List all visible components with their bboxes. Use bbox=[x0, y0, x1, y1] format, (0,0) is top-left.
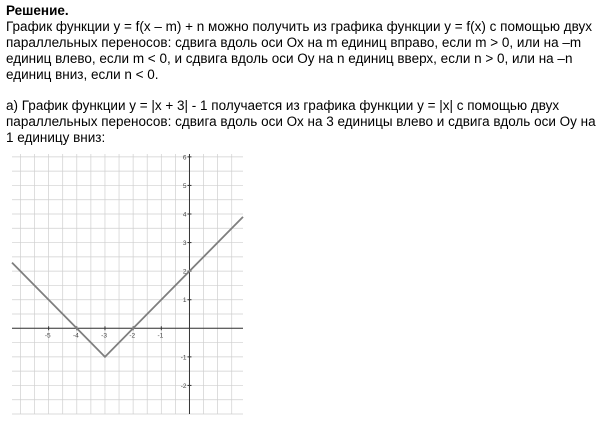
x-tick-label: -4 bbox=[73, 332, 79, 340]
y-tick-label: 2 bbox=[182, 268, 187, 276]
grid-lines bbox=[12, 154, 243, 414]
y-tick-label: -1 bbox=[180, 354, 187, 362]
coordinate-axes bbox=[12, 154, 243, 414]
x-tick-label: -2 bbox=[129, 332, 136, 340]
x-tick-label: -3 bbox=[101, 332, 107, 340]
solution-heading: Решение. bbox=[6, 3, 69, 18]
y-tick-label: 3 bbox=[182, 240, 187, 248]
function-graph bbox=[0, 146, 250, 425]
y-tick-label: 1 bbox=[182, 297, 187, 305]
y-tick-label: 4 bbox=[182, 211, 187, 219]
x-tick-label: -1 bbox=[157, 332, 164, 340]
y-tick-label: 6 bbox=[182, 154, 187, 162]
paragraph-part-a: а) График функции y = |x + 3| - 1 получается из графика функции y = |x| с помощью двух параллельных переносов: сдвига вдоль оси Ох на 3 единицы влево и сдвига вдоль оси Оy на 1 единицу вниз: bbox=[6, 98, 596, 145]
tick-labels bbox=[45, 154, 187, 390]
x-tick-label: -5 bbox=[44, 332, 51, 340]
solution-document bbox=[6, 2, 596, 146]
paragraph-general-rule: График функции y = f(x – m) + n можно получить из графика функции y = f(x) с помощью двух параллельных переносов: сдвига вдоль оси Ох на m единиц вправо, если m > 0, или на –m единиц влево, если m < 0, и сдвига вдоль оси Оy на n единиц вверх, если n > 0, или на –n единиц вниз, если n < 0. bbox=[6, 19, 593, 82]
y-tick-label: -2 bbox=[180, 382, 187, 390]
y-tick-label: 5 bbox=[182, 182, 187, 190]
